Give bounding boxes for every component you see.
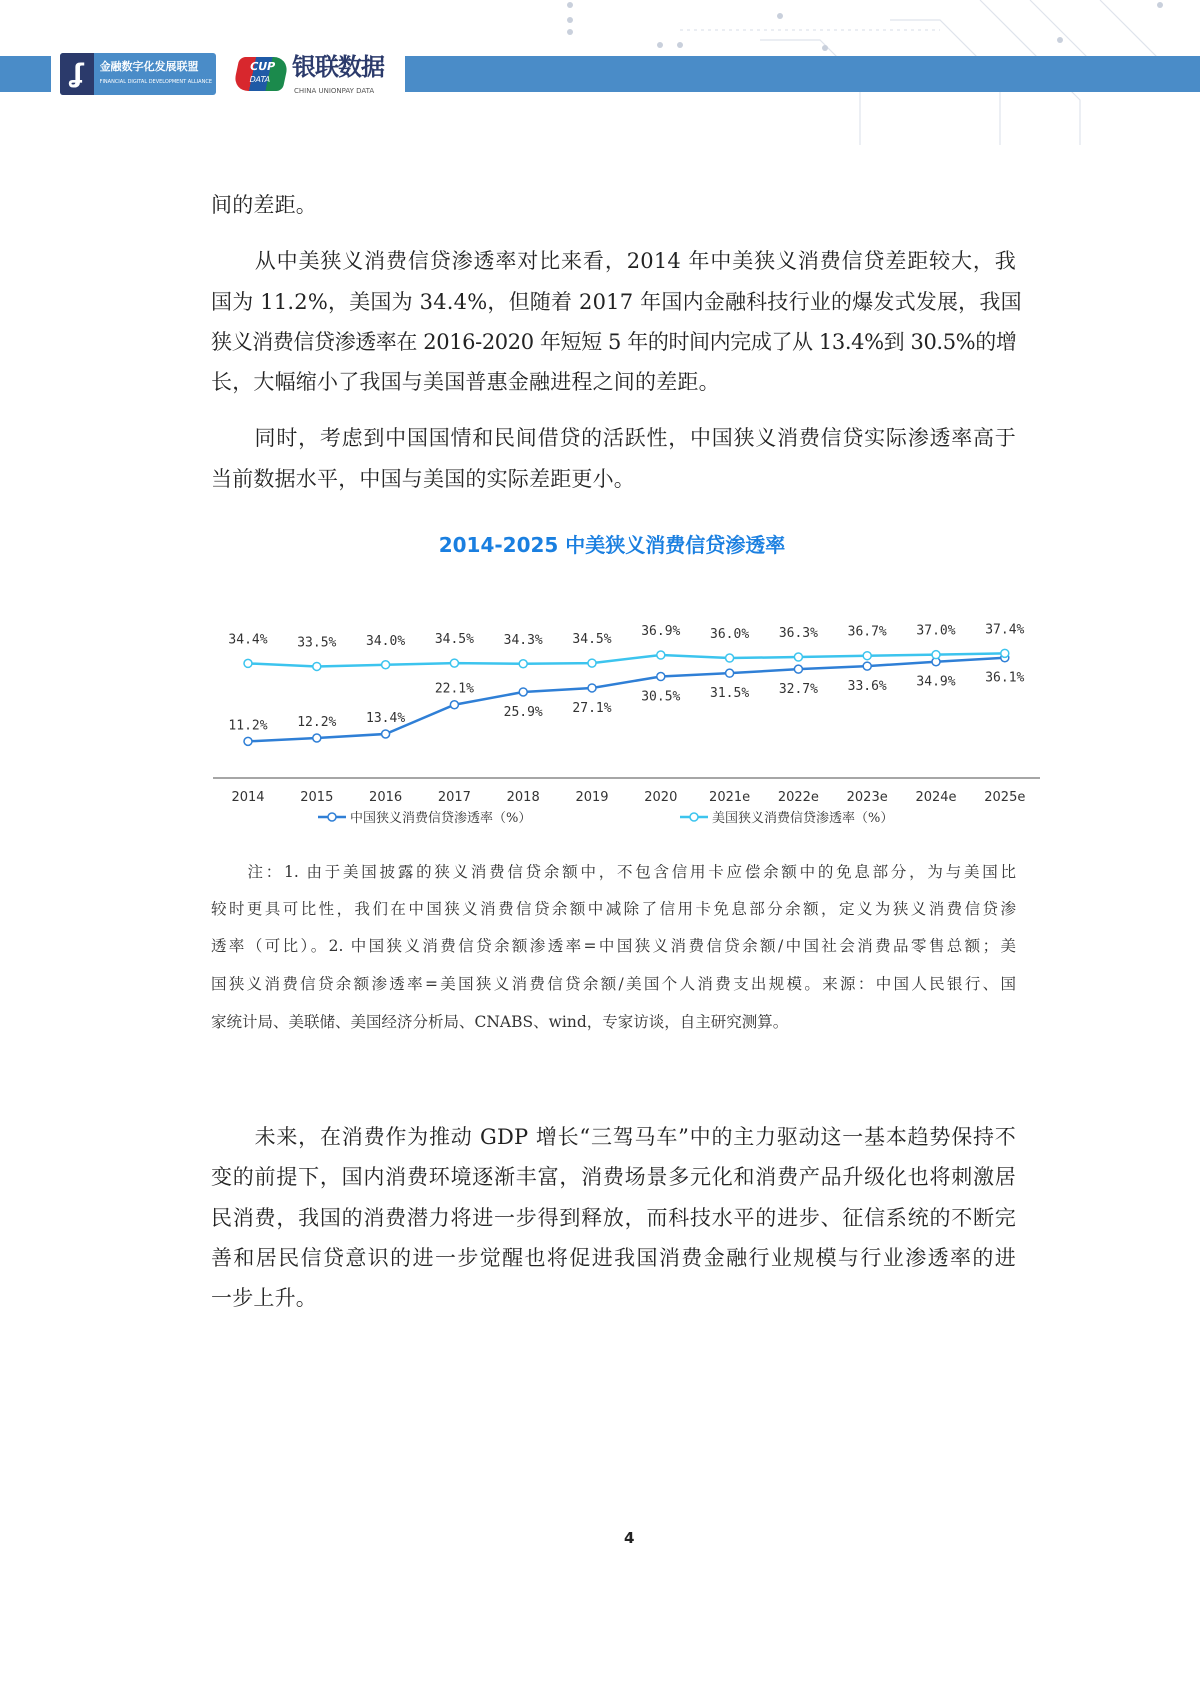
data-point xyxy=(313,662,321,670)
data-label: 30.5% xyxy=(641,689,681,705)
x-tick-label: 2020 xyxy=(644,790,678,805)
data-point xyxy=(244,659,252,667)
data-point xyxy=(382,730,390,738)
x-tick-label: 2018 xyxy=(506,790,540,805)
data-point xyxy=(450,701,458,709)
note-line: 国狭义消费信贷余额渗透率=美国狭义消费信贷余额/美国个人消费支出规模。来源：中国人民银行、国 xyxy=(211,975,1016,993)
data-label: 11.2% xyxy=(228,718,268,734)
text-line: 长，大幅缩小了我国与美国普惠金融进程之间的差距。 xyxy=(211,370,720,394)
x-tick-label: 2015 xyxy=(300,790,334,805)
data-point xyxy=(588,659,596,667)
legend-label: 美国狭义消费信贷渗透率（%） xyxy=(712,811,894,826)
data-label: 34.4% xyxy=(228,632,268,648)
note-line: 透率（可比）。2. 中国狭义消费信贷余额渗透率=中国狭义消费信贷余额/中国社会消费品零售总额；美 xyxy=(211,937,1016,955)
data-label: 34.3% xyxy=(503,632,543,648)
data-point xyxy=(863,662,871,670)
data-point xyxy=(450,659,458,667)
text-line: 国为 11.2%，美国为 34.4%，但随着 2017 年国内金融科技行业的爆发式发展，我国 xyxy=(211,290,1022,314)
text-line: 一步上升。 xyxy=(211,1286,317,1310)
x-tick-label: 2016 xyxy=(369,790,403,805)
data-point xyxy=(657,651,665,659)
data-label: 37.0% xyxy=(916,623,956,639)
x-tick-label: 2021e xyxy=(709,790,751,805)
text-line: 狭义消费信贷渗透率在 2016-2020 年短短 5 年的时间内完成了从 13.4%到 30.5%的增 xyxy=(211,330,1017,354)
data-point xyxy=(726,654,734,662)
data-label: 34.0% xyxy=(366,633,406,649)
data-point xyxy=(932,651,940,659)
x-tick-label: 2024e xyxy=(915,790,957,805)
data-point xyxy=(519,660,527,668)
data-label: 33.5% xyxy=(297,635,337,651)
x-tick-label: 2014 xyxy=(231,790,265,805)
x-tick-label: 2022e xyxy=(777,790,819,805)
chart-title: 2014-2025 中美狭义消费信贷渗透率 xyxy=(438,533,786,557)
data-label: 31.5% xyxy=(710,686,750,702)
data-label: 34.9% xyxy=(916,674,956,690)
text-line: 当前数据水平，中国与美国的实际差距更小。 xyxy=(211,467,635,491)
data-label: 34.5% xyxy=(572,632,612,648)
note-line: 较时更具可比性，我们在中国狭义消费信贷余额中减除了信用卡免息部分余额，定义为狭义消费信贷渗 xyxy=(211,900,1016,918)
cup-label: CUP xyxy=(248,60,277,73)
data-label: 27.1% xyxy=(572,700,612,716)
data-label: 22.1% xyxy=(434,681,474,697)
data-point xyxy=(1001,649,1009,657)
alliance-logo-icon: ʆ xyxy=(60,53,94,95)
data-point xyxy=(794,665,802,673)
data-label: 13.4% xyxy=(366,710,406,726)
alliance-logo-en: FINANCIAL DIGITAL DEVELOPMENT ALLIANCE xyxy=(99,79,212,85)
data-point xyxy=(726,669,734,677)
x-tick-label: 2025e xyxy=(984,790,1026,805)
text-line: 间的差距。 xyxy=(211,193,317,217)
data-label: 36.9% xyxy=(641,624,681,640)
text-line: 未来，在消费作为推动 GDP 增长“三驾马车”中的主力驱动这一基本趋势保持不 xyxy=(211,1125,1016,1149)
data-label: 12.2% xyxy=(297,715,337,731)
text-line: 变的前提下，国内消费环境逐渐丰富，消费场景多元化和消费产品升级化也将刺激居 xyxy=(211,1165,1016,1189)
data-point xyxy=(588,684,596,692)
data-label: 36.0% xyxy=(710,627,750,643)
note-line: 注：1. 由于美国披露的狭义消费信贷余额中，不包含信用卡应偿余额中的免息部分，为与美国比 xyxy=(211,863,1016,881)
data-label: 25.9% xyxy=(503,704,543,720)
data-label: 34.5% xyxy=(434,632,474,648)
legend-label: 中国狭义消费信贷渗透率（%） xyxy=(350,811,532,826)
text-line: 善和居民信贷意识的进一步觉醒也将促进我国消费金融行业规模与行业渗透率的进 xyxy=(211,1246,1016,1270)
data-label: 33.6% xyxy=(847,679,887,695)
x-tick-label: 2019 xyxy=(575,790,609,805)
legend-marker xyxy=(328,813,336,821)
note-line: 家统计局、美联储、美国经济分析局、CNABS、wind，专家访谈，自主研究测算。 xyxy=(211,1013,789,1031)
data-label: 37.4% xyxy=(985,622,1025,638)
data-point xyxy=(244,737,252,745)
data-point xyxy=(519,688,527,696)
text-line: 从中美狭义消费信贷渗透率对比来看，2014 年中美狭义消费信贷差距较大，我 xyxy=(211,249,1016,273)
data-label: 32.7% xyxy=(778,682,818,698)
unionpay-logo-cn: 银联数据 xyxy=(292,53,384,81)
x-tick-label: 2023e xyxy=(846,790,888,805)
unionpay-logo-en: CHINA UNIONPAY DATA xyxy=(294,87,375,95)
text-line: 民消费，我国的消费潜力将进一步得到释放，而科技水平的进步、征信系统的不断完 xyxy=(211,1206,1016,1230)
data-point xyxy=(794,653,802,661)
data-point xyxy=(863,652,871,660)
cup-data-label: DATA xyxy=(248,75,272,84)
x-tick-label: 2017 xyxy=(437,790,471,805)
data-label: 36.7% xyxy=(847,624,887,640)
legend-marker xyxy=(690,813,698,821)
page-number: 4 xyxy=(624,1529,635,1547)
data-point xyxy=(657,673,665,681)
text-line: 同时，考虑到中国国情和民间借贷的活跃性，中国狭义消费信贷实际渗透率高于 xyxy=(211,426,1016,450)
data-label: 36.1% xyxy=(985,670,1025,686)
data-point xyxy=(313,734,321,742)
alliance-logo-cn: 金融数字化发展联盟 xyxy=(99,60,199,73)
series-line-china xyxy=(248,658,1005,742)
data-label: 36.3% xyxy=(778,626,818,642)
data-point xyxy=(382,661,390,669)
